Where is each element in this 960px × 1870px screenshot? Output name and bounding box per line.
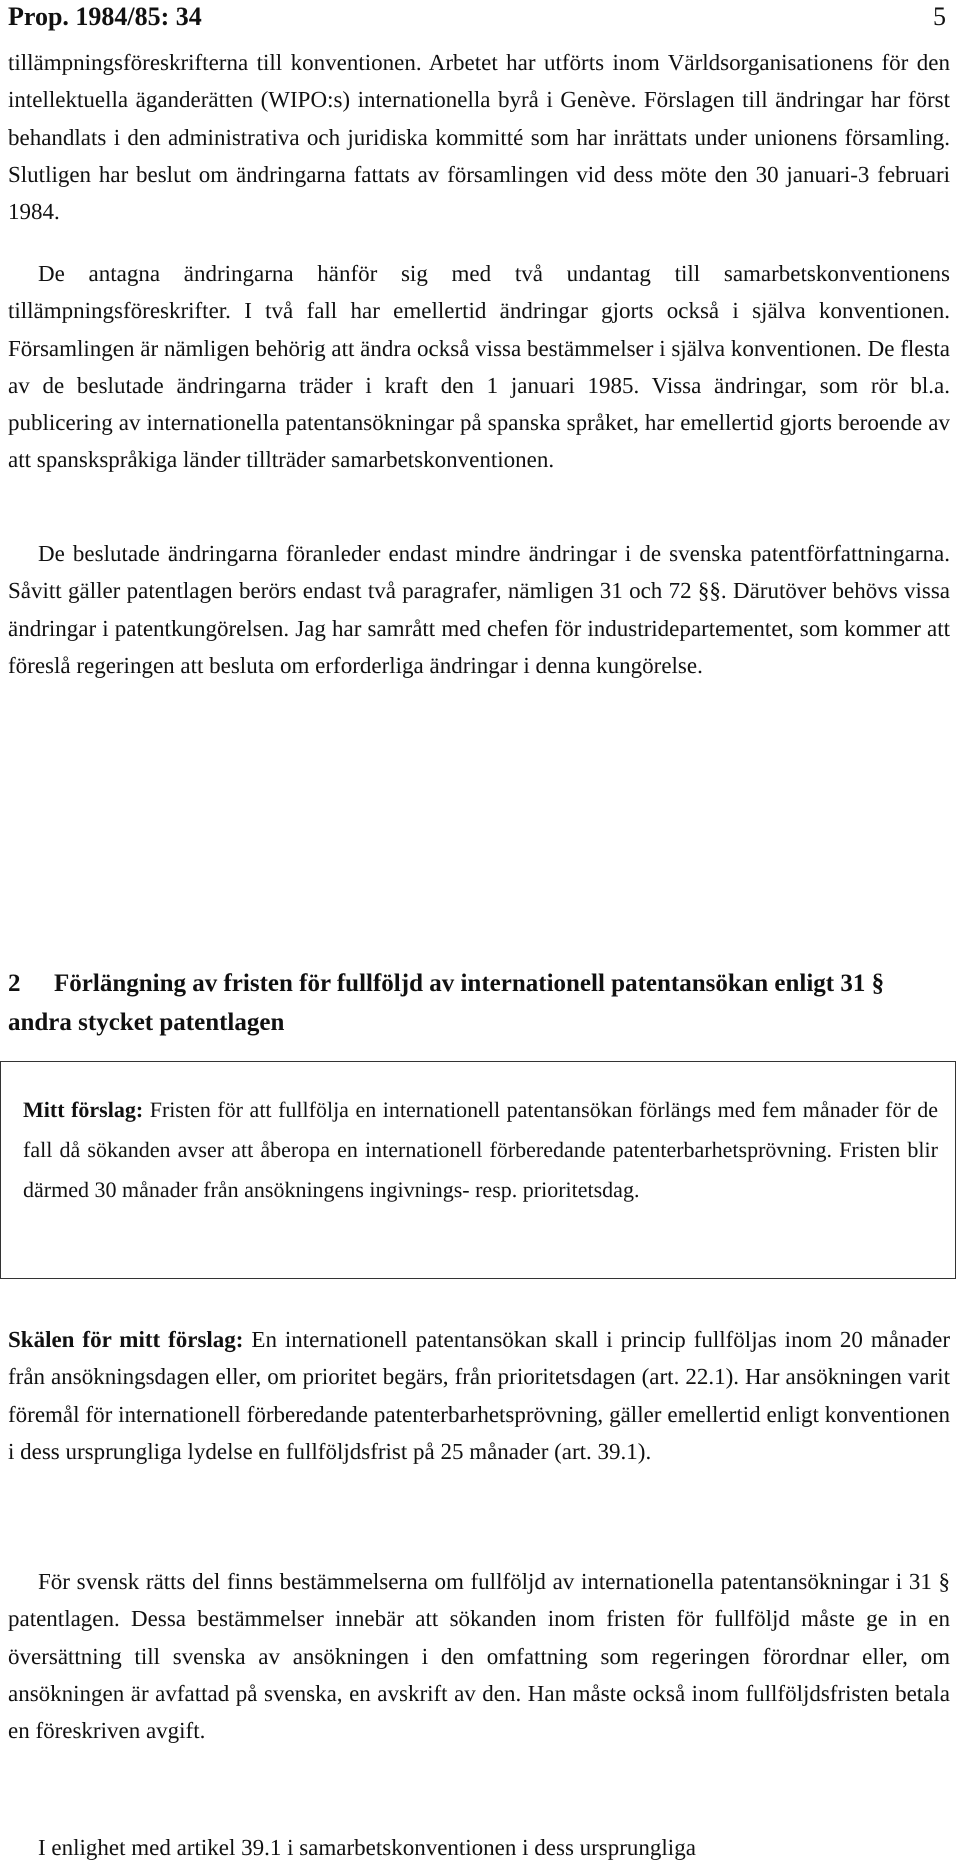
- reasons-body: En internationell patentansökan skall i princip fullföljas inom 20 månader från ansökningsdagen eller, om prioritet begärs, från prioritetsdagen (art. 22.1). Har ansökningen varit föremål för internationell förberedande patenterbarhetsprövning, gäller emellertid enligt konventionen i dess ursprungliga lydelse en fullföljdsfrist på 25 månader (art. 39.1).: [8, 1327, 950, 1464]
- paragraph-swedish-regulations: De beslutade ändringarna föranleder endast mindre ändringar i de svenska patentförfattningarna. Såvitt gäller patentlagen berörs endast två paragrafer, nämligen 31 och 72 §§. Därutöver behövs vissa ändringar i patentkungörelsen. Jag har samrått med chefen för industridepartementet, som kommer att föreslå regeringen att besluta om erforderliga ändringar i denna kungörelse.: [8, 541, 950, 678]
- page-number: 5: [933, 2, 946, 31]
- proposition-reference: Prop. 1984/85: 34: [8, 2, 202, 31]
- paragraph-article-39: I enlighet med artikel 39.1 i samarbetskonventionen i dess ursprungliga: [38, 1835, 696, 1860]
- section-number: 2: [8, 970, 21, 997]
- paragraph-wipo-work: tillämpningsföreskrifterna till konventionen. Arbetet har utförts inom Världsorganisationens för den intellektuella äganderätten (WIPO:s) internationella byrå i Genève. Förslagen till ändringar har först behandlats i den administrativa och juridiska kommitté som har inrättats under unionens församling. Slutligen har beslut om ändringarna fattats av församlingen vid dess möte den 30 januari-3 februari 1984.: [8, 50, 950, 225]
- section-title: Förlängning av fristen för fullföljd av internationell patentansökan enligt 31 § andra stycket patentlagen: [8, 970, 885, 1036]
- proposal-body: Fristen för att fullfölja en internationell patentansökan förlängs med fem månader för de fall då sökanden avser att åberopa en internationell förberedande patenterbarhetsprövning. Fristen blir därmed 30 månader från ansökningens ingivnings- resp. prioritetsdag.: [23, 1097, 939, 1202]
- proposal-box: [0, 1061, 956, 1279]
- paragraph-swedish-law: För svensk rätts del finns bestämmelserna om fullföljd av internationella patentansökningar i 31 § patentlagen. Dessa bestämmelser innebär att sökanden inom fristen för fullföljd måste ge in en översättning till svenska av ansökningen i den omfattning som regeringen förordnar eller, om ansökningen är avfattad på svenska, en avskrift av den. Han måste också inom fullföljdsfristen betala en föreskriven avgift.: [8, 1569, 950, 1744]
- proposal-text: [23, 1090, 938, 1210]
- page-header: [8, 2, 946, 42]
- proposal-label: Mitt förslag:: [23, 1097, 144, 1122]
- section-heading: [8, 964, 950, 1042]
- paragraph-adopted-changes: De antagna ändringarna hänför sig med två undantag till samarbetskonventionens tillämpningsföreskrifter. I två fall har emellertid ändringar gjorts också i själva konventionen. Församlingen är nämligen behörig att ändra också vissa bestämmelser i själva konventionen. De flesta av de beslutade ändringarna träder i kraft den 1 januari 1985. Vissa ändringar, som rör bl.a. publicering av internationella patentansökningar på spanska språket, har emellertid gjorts beroende av att spanskspråkiga länder tillträder samarbetskonventionen.: [8, 261, 950, 473]
- paragraph-reasons: [8, 1321, 950, 1470]
- reasons-label: Skälen för mitt förslag:: [8, 1327, 244, 1352]
